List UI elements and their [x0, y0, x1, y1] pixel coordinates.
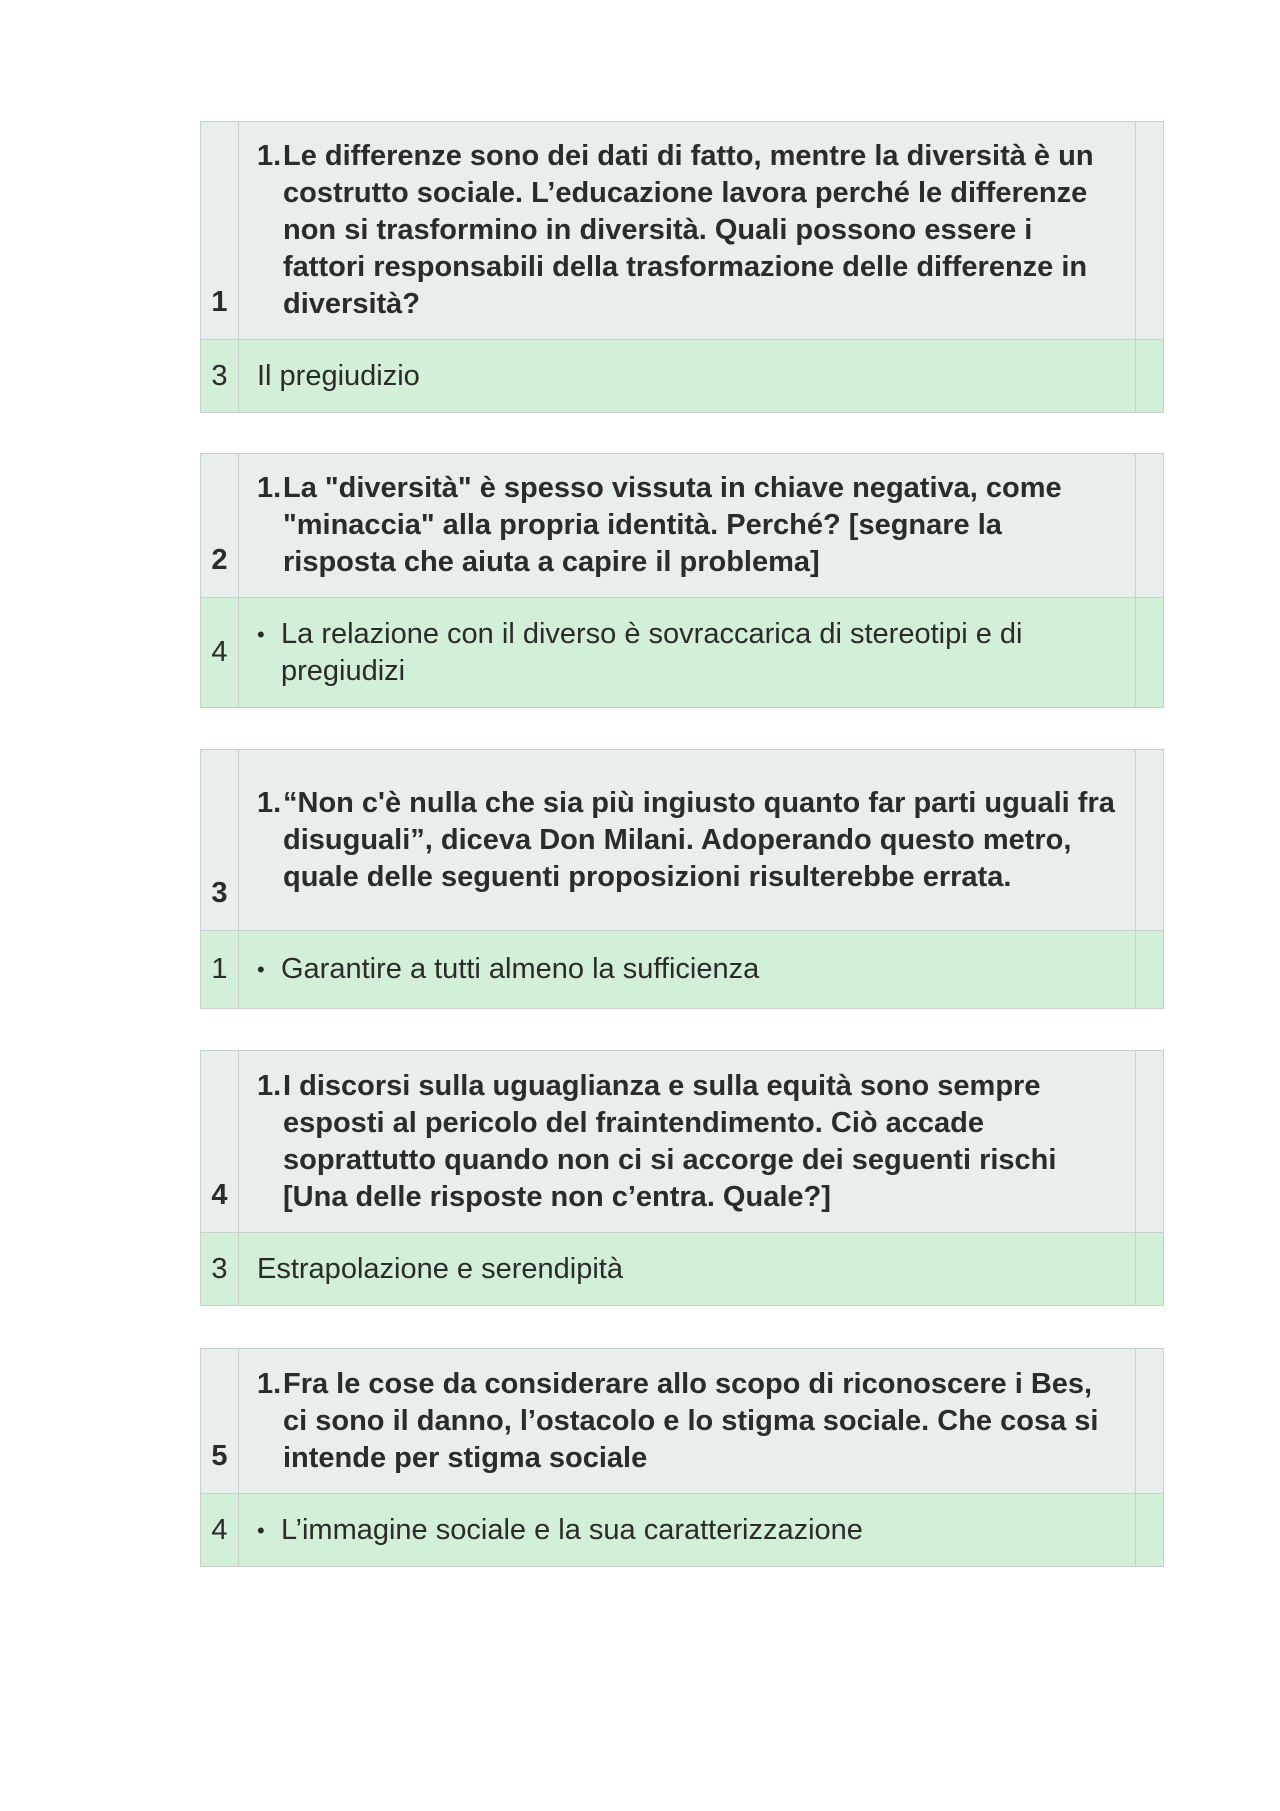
- answer-row: [201, 1233, 1164, 1306]
- question-list-marker: 1.: [257, 786, 282, 819]
- question-block-2: [200, 453, 1164, 708]
- answer-text: Garantire a tutti almeno la sufficienza: [281, 953, 760, 985]
- answer-number: 4: [201, 598, 239, 708]
- question-number: 1: [201, 122, 239, 340]
- question-text-cell: [239, 1349, 1136, 1494]
- bullet-icon: •: [257, 957, 265, 982]
- answer-text: L’immagine sociale e la sua caratterizzazione: [281, 1513, 863, 1546]
- question-list-marker: 1.: [257, 1367, 282, 1400]
- question-block-3: [200, 749, 1164, 1009]
- answer-text-cell: [239, 340, 1136, 413]
- question-text-cell: [239, 750, 1136, 931]
- question-row: [201, 750, 1164, 931]
- question-text: La "diversità" è spesso vissuta in chiave negativa, come "minaccia" alla propria identità. Perché? [segnare la risposta che aiuta a capire il problema]: [283, 472, 1062, 578]
- answer-row: [201, 340, 1164, 413]
- answer-row: [201, 598, 1164, 708]
- question-row: [201, 1349, 1164, 1494]
- question-block-1: [200, 121, 1164, 413]
- question-text: Le differenze sono dei dati di fatto, mentre la diversità è un costrutto sociale. L’educazione lavora perché le differenze non si trasformino in diversità. Quali possono essere i fattori responsabili della trasformazione delle differenze in diversità?: [283, 140, 1094, 320]
- empty-cell: [1136, 122, 1164, 340]
- empty-cell: [1136, 931, 1164, 1009]
- question-text-cell: [239, 1051, 1136, 1233]
- answer-text-cell: [239, 1233, 1136, 1306]
- bullet-icon: •: [257, 1517, 265, 1543]
- empty-cell: [1136, 1349, 1164, 1494]
- answer-text-cell: [239, 1494, 1136, 1567]
- answer-row: [201, 931, 1164, 1009]
- answer-row: [201, 1494, 1164, 1567]
- question-list-marker: 1.: [257, 140, 282, 172]
- question-number: 2: [201, 454, 239, 598]
- answer-number: 4: [201, 1494, 239, 1567]
- question-row: [201, 122, 1164, 340]
- answer-text: La relazione con il diverso è sovraccarica di stereotipi e di pregiudizi: [281, 617, 1023, 687]
- answer-number: 3: [201, 340, 239, 413]
- question-text: I discorsi sulla uguaglianza e sulla equità sono sempre esposti al pericolo del fraintendimento. Ciò accade soprattutto quando non ci si accorge dei seguenti rischi [Una delle risposte non c’entra. Quale?]: [283, 1069, 1057, 1213]
- question-number: 5: [201, 1349, 239, 1494]
- question-block-5: [200, 1348, 1164, 1567]
- empty-cell: [1136, 454, 1164, 598]
- answer-text-cell: [239, 598, 1136, 708]
- question-list-marker: 1.: [257, 472, 282, 504]
- empty-cell: [1136, 1494, 1164, 1567]
- question-text-cell: [239, 122, 1136, 340]
- empty-cell: [1136, 340, 1164, 413]
- empty-cell: [1136, 598, 1164, 708]
- empty-cell: [1136, 1051, 1164, 1233]
- empty-cell: [1136, 1233, 1164, 1306]
- question-number: 4: [201, 1051, 239, 1233]
- question-list-marker: 1.: [257, 1069, 282, 1102]
- question-text-cell: [239, 454, 1136, 598]
- answer-text: Il pregiudizio: [257, 359, 420, 392]
- answer-number: 1: [201, 931, 239, 1009]
- question-row: [201, 454, 1164, 598]
- answer-text-cell: [239, 931, 1136, 1009]
- question-row: [201, 1051, 1164, 1233]
- bullet-icon: •: [257, 621, 265, 647]
- empty-cell: [1136, 750, 1164, 931]
- answer-text: Estrapolazione e serendipità: [257, 1252, 623, 1285]
- question-number: 3: [201, 750, 239, 931]
- answer-number: 3: [201, 1233, 239, 1306]
- question-text: “Non c'è nulla che sia più ingiusto quanto far parti uguali fra disuguali”, diceva Don Milani. Adoperando questo metro, quale delle seguenti proposizioni risulterebbe errata.: [283, 786, 1115, 893]
- question-text: Fra le cose da considerare allo scopo di riconoscere i Bes, ci sono il danno, l’ostacolo e lo stigma sociale. Che cosa si intende per stigma sociale: [283, 1367, 1099, 1474]
- question-block-4: [200, 1050, 1164, 1306]
